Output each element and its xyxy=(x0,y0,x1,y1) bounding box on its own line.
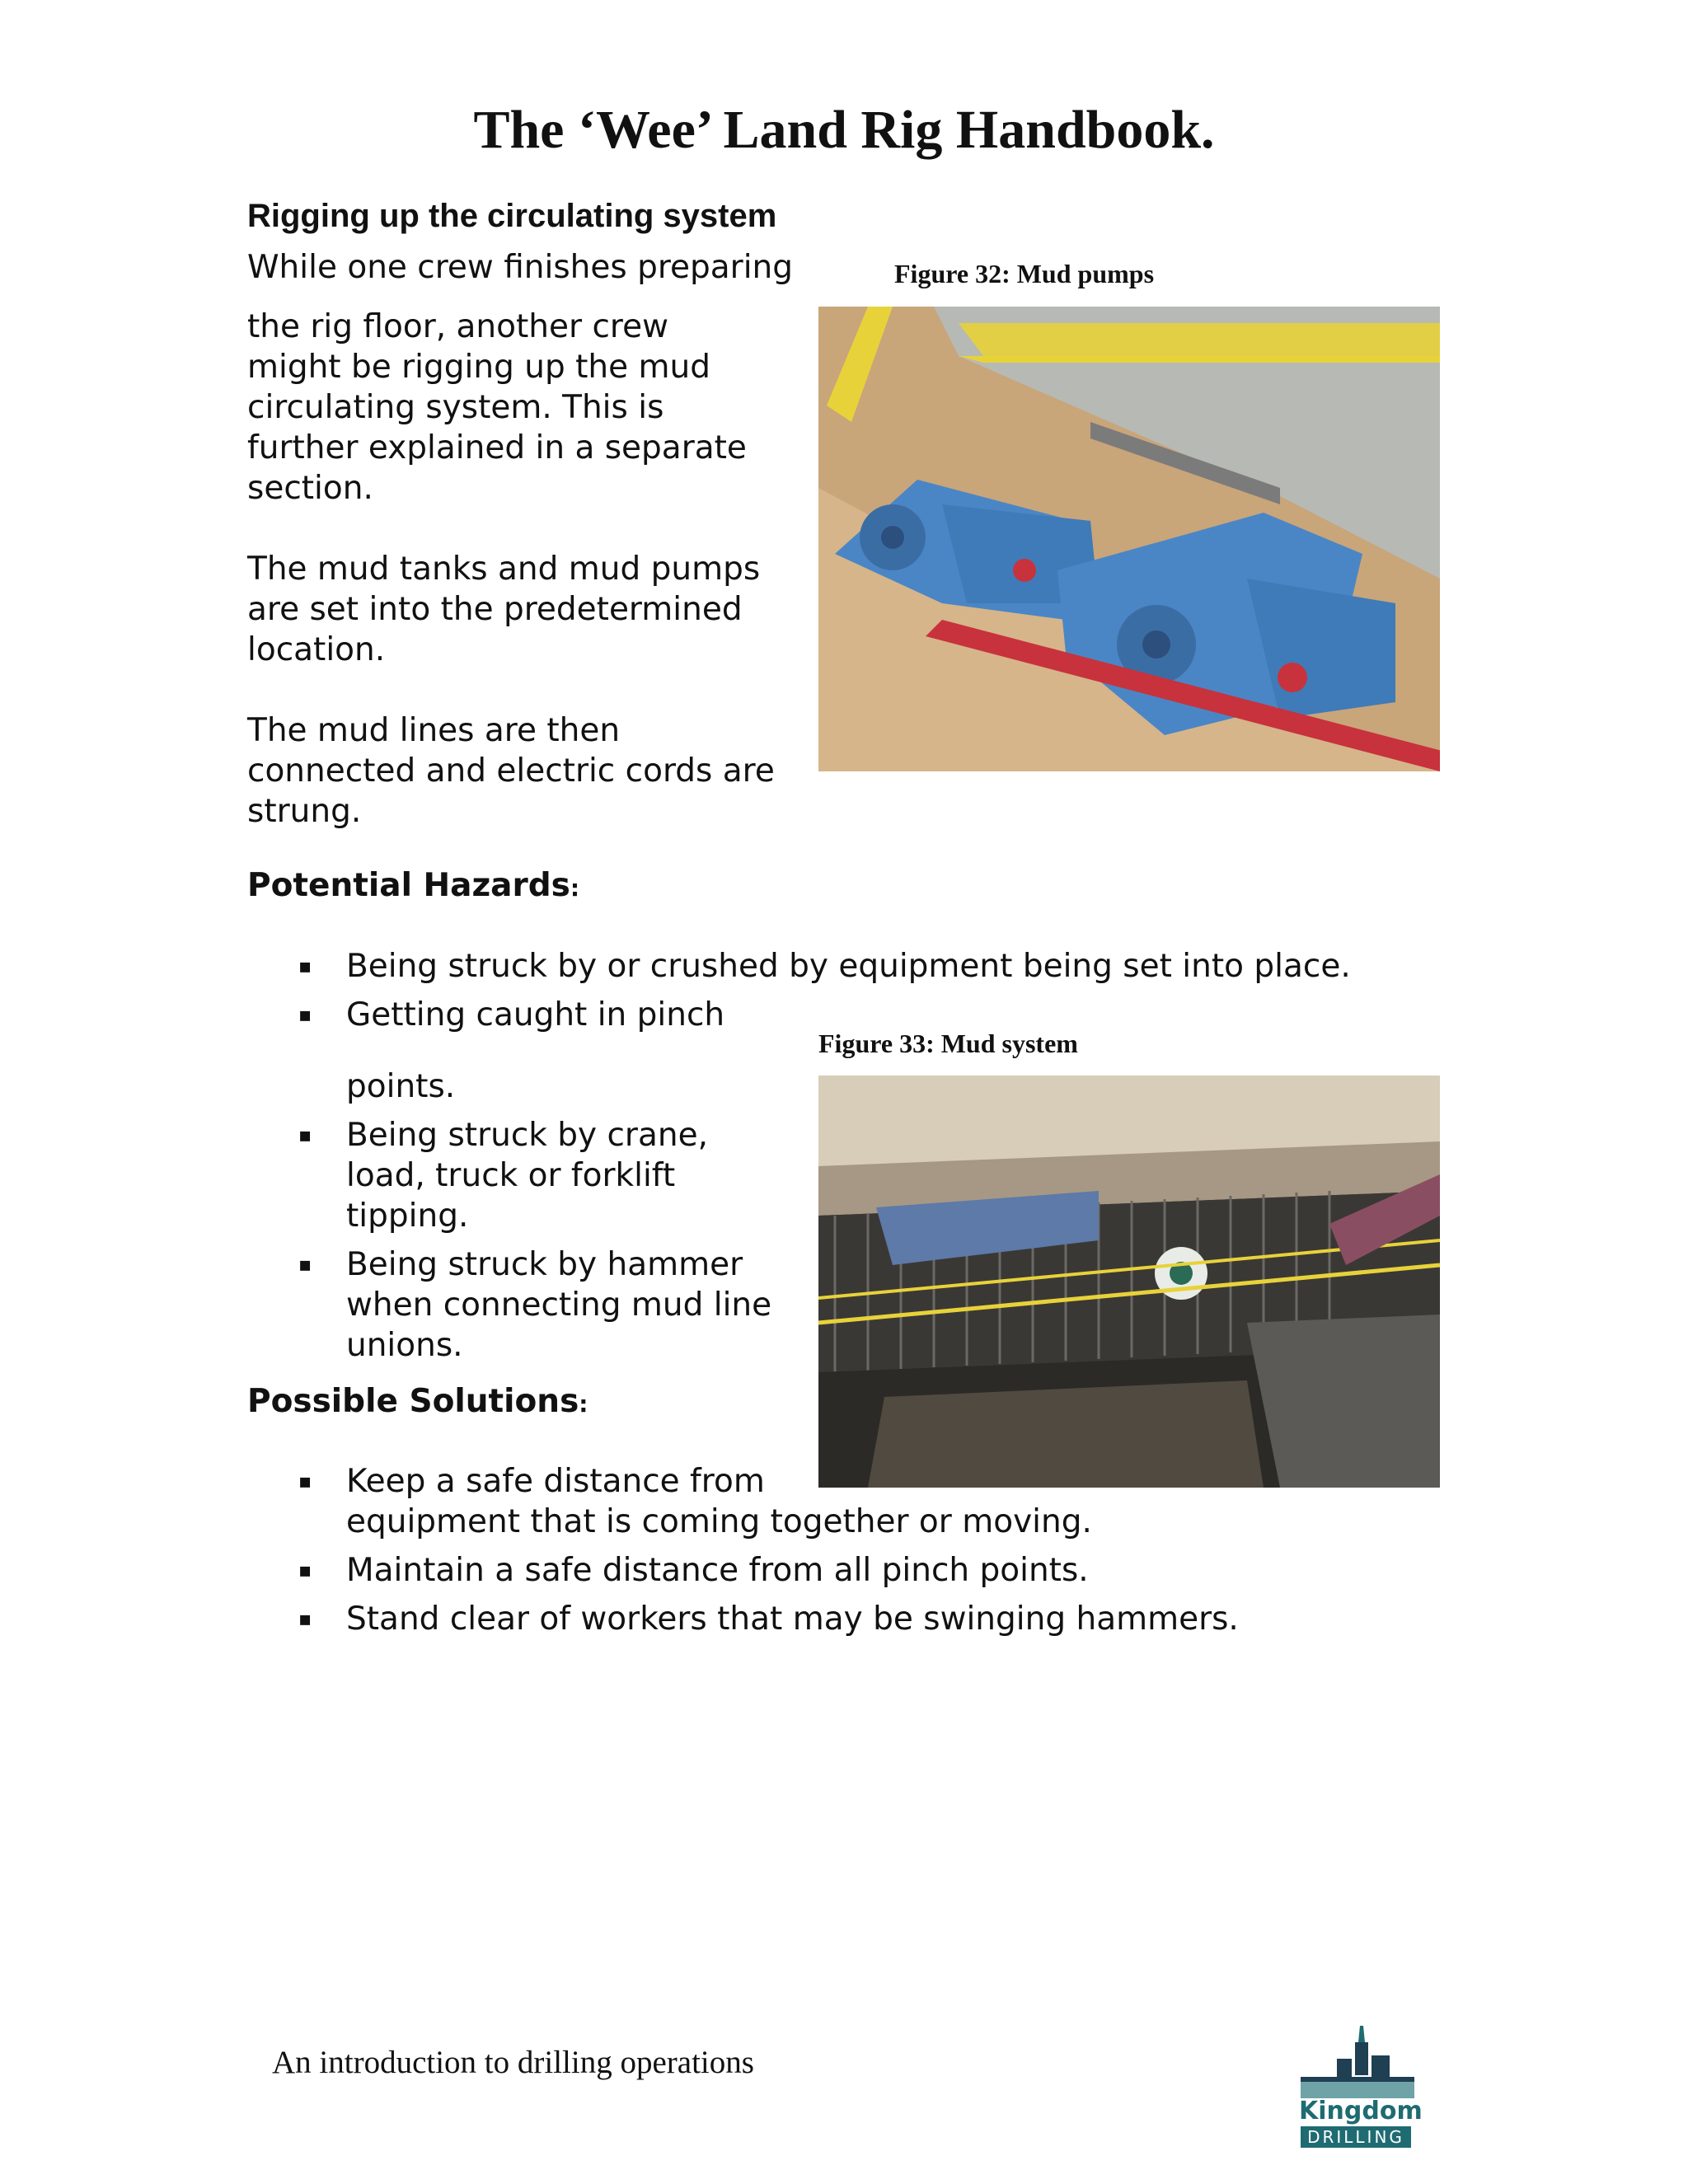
footer-text: An introduction to drilling operations xyxy=(272,2045,754,2080)
list-item: ▪ Getting caught in pinch xyxy=(298,996,725,1033)
solutions-list xyxy=(247,1461,1239,1639)
list-item: ▪ Being struck by hammer when connecting mud line unions. xyxy=(298,1246,772,1364)
list-item: ▪ Keep a safe distance from equipment that is coming together or moving. xyxy=(298,1463,1092,1540)
list-item-continuation: points. xyxy=(346,1068,456,1105)
list-item: ▪ Being struck by crane, load, truck or forklift tipping. xyxy=(298,1117,708,1235)
logo-line2: DRILLING xyxy=(1301,2126,1411,2148)
potential-hazards-heading: Potential Hazards: xyxy=(247,867,580,904)
bullet-icon: ▪ xyxy=(298,1469,312,1493)
list-item: ▪ Maintain a safe distance from all pinch points. xyxy=(298,1552,1089,1589)
figure-32-caption: Figure 32: Mud pumps xyxy=(894,259,1155,288)
figure-32-mud-pumps-photo xyxy=(818,307,1440,771)
figure-33-caption: Figure 33: Mud system xyxy=(818,1029,1078,1058)
logo-line1: Kingdom xyxy=(1299,2097,1423,2125)
possible-solutions-heading: Possible Solutions: xyxy=(247,1383,588,1420)
bullet-icon: ▪ xyxy=(298,1253,312,1276)
bullet-icon: ▪ xyxy=(298,1123,312,1146)
kingdom-drilling-logo xyxy=(1296,2026,1423,2149)
mud-lines-paragraph: The mud lines are then connected and electric cords are strung. xyxy=(247,712,775,830)
list-item: ▪ Stand clear of workers that may be swinging hammers. xyxy=(298,1601,1239,1638)
bullet-icon: ▪ xyxy=(298,1607,312,1630)
page-title: The ‘Wee’ Land Rig Handbook. xyxy=(473,100,1215,160)
logo-skyline-icon xyxy=(1296,2026,1419,2100)
intro-paragraph: the rig floor, another crew might be rigging up the mud circulating system. This is further explained in a separate section. xyxy=(247,308,747,507)
bullet-icon: ▪ xyxy=(298,954,312,977)
intro-first-line: While one crew finishes preparing xyxy=(247,249,794,286)
figure-33-mud-system-photo xyxy=(818,1076,1440,1488)
list-item: ▪ Being struck by or crushed by equipment being set into place. xyxy=(298,948,1351,985)
tanks-paragraph: The mud tanks and mud pumps are set into the predetermined location. xyxy=(247,551,761,668)
bullet-icon: ▪ xyxy=(298,1003,312,1026)
bullet-icon: ▪ xyxy=(298,1558,312,1582)
section-heading: Rigging up the circulating system xyxy=(247,198,777,234)
